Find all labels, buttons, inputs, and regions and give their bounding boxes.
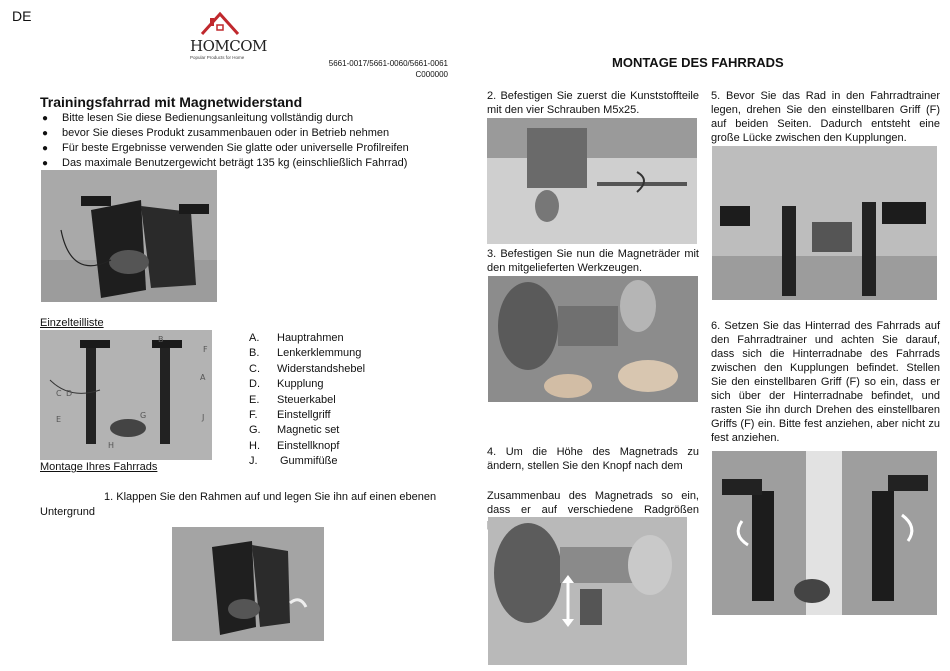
assembly-heading: Montage Ihres Fahrrads (40, 461, 158, 473)
bullet-dot-icon: ● (42, 158, 49, 169)
diagram-label: H (108, 441, 115, 450)
bullet-item: ● bevor Sie dieses Produkt zusammenbauen oder in Betrieb nehmen (42, 127, 390, 139)
part-row: C. Widerstandshebel (249, 362, 366, 375)
part-row: G. Magnetic set (249, 424, 340, 437)
bullet-dot-icon: ● (42, 143, 49, 154)
product-codes (300, 58, 448, 80)
code-line-1: 5661-0017/5661-0060/5661-0061 (328, 59, 448, 68)
part-row: J. Gummifüße (249, 455, 338, 468)
step-6-text: 6. Setzen Sie das Hinterrad des Fahrrads auf den Fahrradtrainer und achten Sie darauf, dass sich die Hinterradnabe des Fahrrads zwischen den Kupplungen befindet. Stellen Sie den einstellbaren Griff (F) so ein, dass er sich über der Hinterradnabe befindet, und rasten Sie ihn durch Drehen des einstellbaren Griffs (F) ein. Bitte fest anziehen, aber nicht zu fest anziehen. (711, 320, 940, 444)
brand-logo (190, 8, 267, 68)
language-label: DE (12, 8, 32, 24)
step-4-text-line1: 4. Um die Höhe des Magnetrads zu ändern, stellen Sie den Knopf nach dem (487, 446, 699, 472)
code-line-2: C000000 (415, 70, 448, 79)
bullet-item: ● Für beste Ergebnisse verwenden Sie glatte oder universelle Profilreifen (42, 142, 409, 154)
part-row: H. Einstellknopf (249, 439, 340, 452)
bullet-dot-icon: ● (42, 113, 49, 124)
diagram-label: A (200, 373, 206, 382)
product-title: Trainingsfahrrad mit Magnetwiderstand (40, 94, 303, 110)
step-5-photo (712, 146, 937, 300)
parts-list-heading: Einzelteilliste (40, 317, 104, 329)
step-3-photo (488, 276, 698, 402)
step-4-text-line2: Zusammenbau des Magnetrads so ein, dass er auf verschiedene Radgrößen (487, 490, 699, 516)
part-row: D. Kupplung (249, 378, 324, 391)
parts-list (249, 331, 429, 470)
step-1-photo (172, 527, 324, 641)
step-1-text-line2: Untergrund (40, 506, 96, 518)
trainer-overview-photo (41, 170, 217, 302)
step-1-text-line1: 1. Klappen Sie den Rahmen auf und legen Sie ihn auf einen ebenen (104, 491, 437, 503)
diagram-label: G (140, 411, 147, 420)
step-5-text: 5. Bevor Sie das Rad in den Fahrradtrainer legen, drehen Sie den einstellbaren Griff (F) auf beiden Seiten. Dadurch entsteht eine große Lücke zwischen den Kupplungen. (711, 90, 940, 144)
diagram-label: J (202, 413, 205, 422)
intro-bullet-list (42, 111, 472, 171)
diagram-label: C (56, 389, 62, 398)
bullet-item: ● Bitte lesen Sie diese Bedienungsanleitung vollständig durch (42, 112, 354, 124)
part-row: E. Steuerkabel (249, 393, 336, 406)
step-4-photo (488, 517, 687, 665)
diagram-label: F (203, 345, 208, 354)
parts-diagram-photo (40, 330, 212, 460)
step-3-text: 3. Befestigen Sie nun die Magneträder mit den mitgelieferten Werkzeugen. (487, 248, 699, 274)
bullet-dot-icon: ● (42, 128, 49, 139)
diagram-label: B (158, 335, 164, 344)
section-title: MONTAGE DES FAHRRADS (612, 55, 784, 70)
step-6-photo (712, 451, 937, 615)
part-row: F. Einstellgriff (249, 409, 331, 422)
house-roof-icon (190, 8, 260, 38)
brand-tagline: Popular Products for Home (190, 55, 245, 60)
brand-name: HOMCOM (190, 37, 267, 55)
bullet-item: ● Das maximale Benutzergewicht beträgt 135 kg (einschließlich Fahrrad) (42, 157, 408, 169)
step-2-photo (487, 118, 697, 244)
part-row: B. Lenkerklemmung (249, 347, 362, 360)
diagram-label: D (66, 389, 73, 398)
step-2-text: 2. Befestigen Sie zuerst die Kunststoffteile mit den vier Schrauben M5x25. (487, 90, 699, 116)
diagram-label: E (56, 415, 62, 424)
part-row: A. Hauptrahmen (249, 332, 344, 344)
